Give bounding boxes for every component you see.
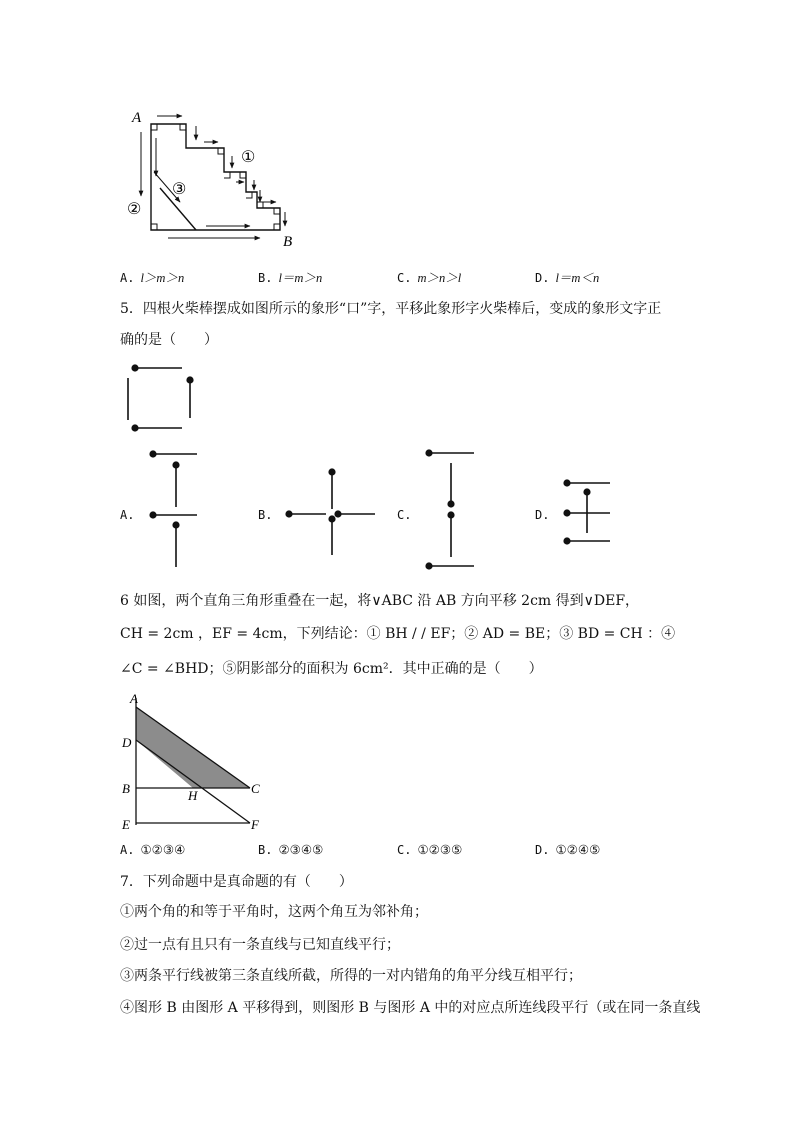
q6-option-c[interactable]: C. ①②③⑤ — [397, 842, 463, 857]
label-circle-2: ② — [127, 201, 142, 218]
label-a: A — [132, 110, 142, 126]
q7-title: 7．下列命题中是真命题的有（ ） — [120, 874, 353, 890]
q4-option-d[interactable]: D. l＝m＜n — [535, 271, 600, 285]
fig-label-h: H — [188, 788, 198, 803]
q7-statement-4: ④图形 B 由图形 A 平移得到，则图形 B 与图形 A 中的对应点所连线段平行（或在同一条直线 — [120, 1000, 701, 1016]
q6-stem-line3: ∠C = ∠BHD；⑤阴影部分的面积为 6cm²．其中正确的是（ ） — [120, 661, 543, 677]
triangle-translation-figure — [118, 690, 278, 835]
q7-statement-1: ①两个角的和等于平角时，这两个角互为邻补角； — [120, 904, 428, 920]
label-circle-1: ① — [241, 149, 256, 166]
matchstick-kou-figure — [120, 360, 200, 435]
q5-option-b-figure — [282, 465, 382, 560]
q4-option-c[interactable]: C. m＞n＞l — [397, 271, 462, 285]
q5-stem-line1: 5．四根火柴棒摆成如图所示的象形“口”字，平移此象形字火柴棒后，变成的象形文字正 — [120, 301, 662, 317]
q5-option-c-figure — [422, 445, 482, 575]
q6-option-b[interactable]: B. ②③④⑤ — [258, 842, 324, 857]
q6-option-d[interactable]: D. ①②④⑤ — [535, 842, 601, 857]
q5-option-a-figure — [145, 445, 205, 570]
fig-label-d: D — [122, 735, 132, 750]
fig-label-f: F — [251, 817, 259, 832]
q5-option-d[interactable]: D. — [535, 508, 550, 522]
path-figure — [120, 102, 320, 252]
q6-option-a[interactable]: A. ①②③④ — [120, 842, 186, 857]
label-b: B — [283, 234, 293, 250]
q5-option-b[interactable]: B. — [258, 508, 273, 522]
q7-statement-3: ③两条平行线被第三条直线所截，所得的一对内错角的角平分线互相平行； — [120, 968, 582, 984]
fig-label-e: E — [122, 817, 130, 832]
q7-statement-2: ②过一点有且只有一条直线与已知直线平行； — [120, 937, 400, 953]
q5-stem-line2: 确的是（ ） — [120, 332, 218, 348]
fig-label-a: A — [130, 691, 138, 706]
fig-label-c: C — [251, 781, 260, 796]
q6-stem-line1: 6 如图，两个直角三角形重叠在一起，将∨ABC 沿 AB 方向平移 2cm 得到∨DEF， — [120, 593, 640, 609]
label-circle-3: ③ — [172, 181, 187, 198]
q5-option-d-figure — [560, 475, 620, 550]
fig-label-b: B — [122, 781, 130, 796]
q6-stem-line2: CH = 2cm ，EF = 4cm，下列结论：① BH / / EF；② AD = BE；③ BD = CH ：④ — [120, 626, 676, 642]
q5-option-c[interactable]: C. — [397, 508, 412, 522]
q4-option-a[interactable]: A. l＞m＞n — [120, 271, 185, 285]
q4-option-b[interactable]: B. l＝m＞n — [258, 271, 323, 285]
q5-option-a[interactable]: A. — [120, 508, 135, 522]
